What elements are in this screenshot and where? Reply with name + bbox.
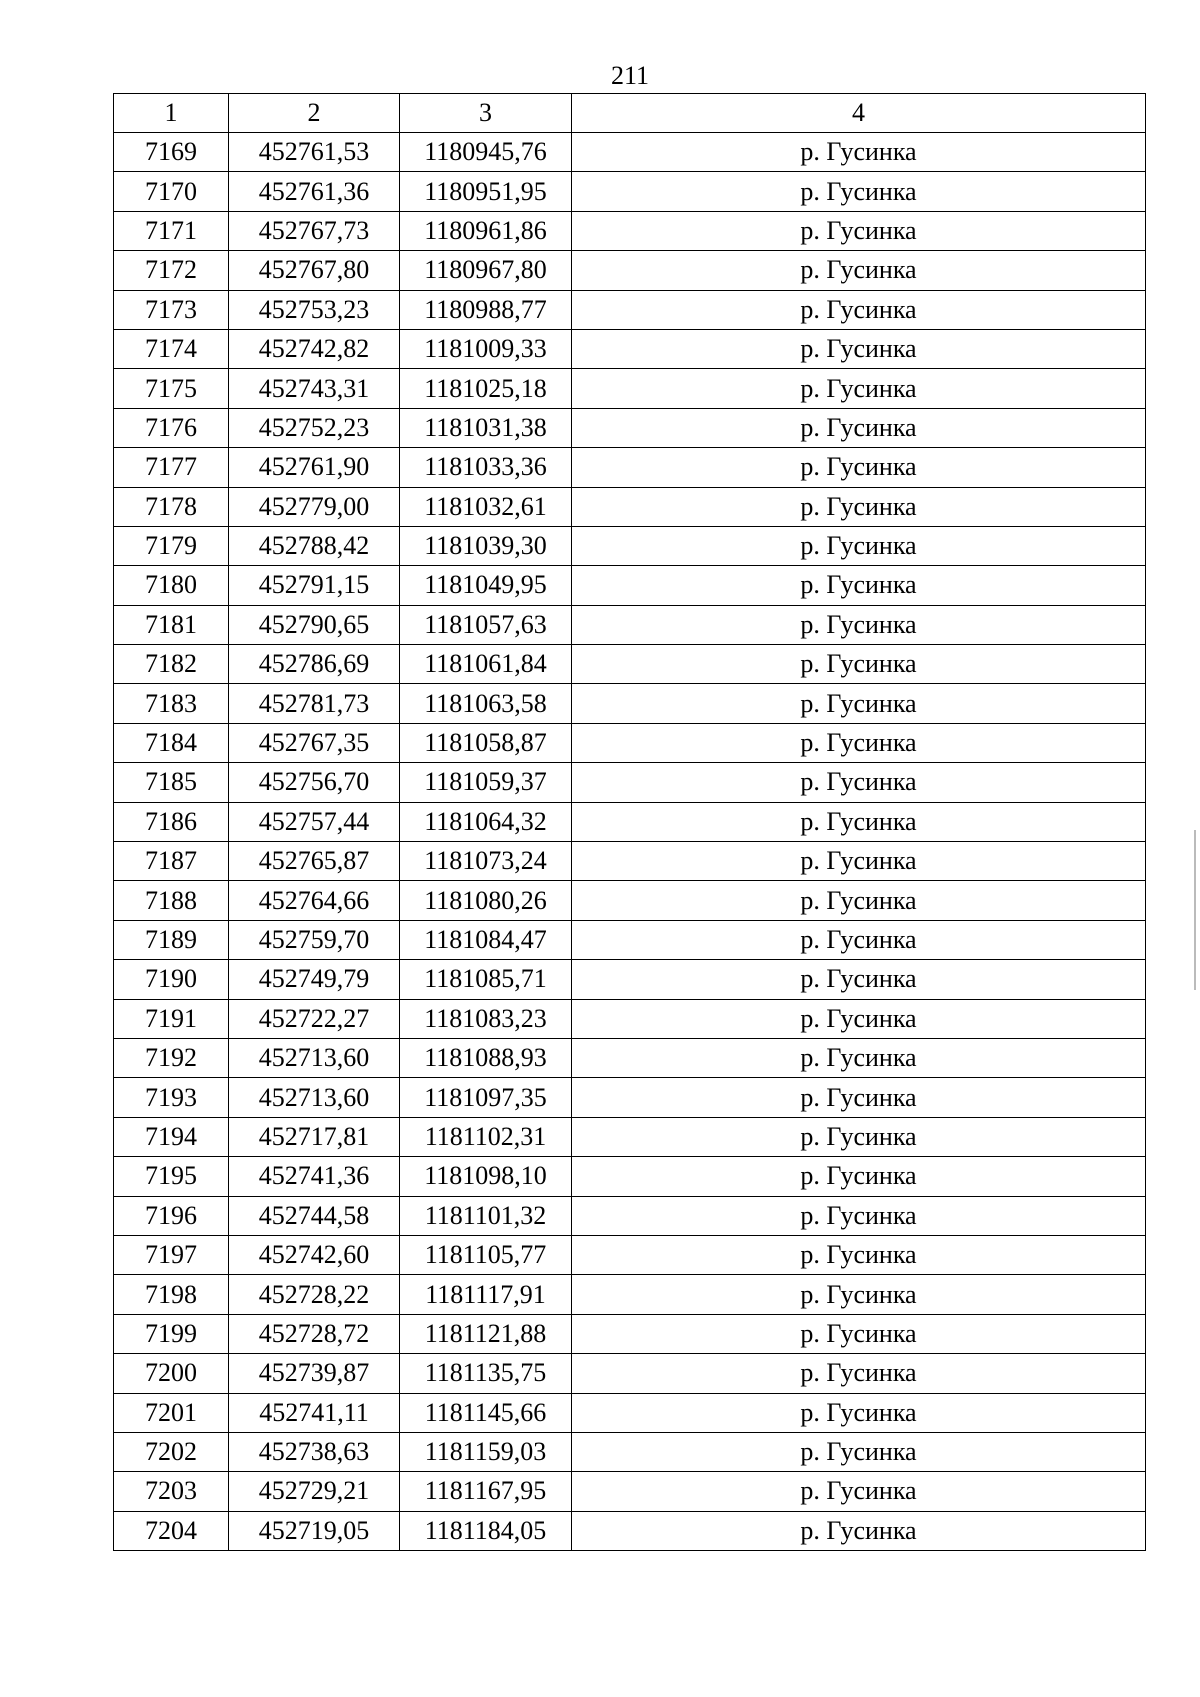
point-number-cell: 7182	[114, 645, 229, 684]
description-cell: р. Гусинка	[572, 920, 1146, 959]
point-number-cell: 7184	[114, 723, 229, 762]
point-number-cell: 7183	[114, 684, 229, 723]
point-number-cell: 7200	[114, 1354, 229, 1393]
x-coordinate-cell: 452744,58	[229, 1196, 400, 1235]
description-cell: р. Гусинка	[572, 1393, 1146, 1432]
point-number-cell: 7169	[114, 133, 229, 172]
x-coordinate-cell: 452729,21	[229, 1472, 400, 1511]
table-row	[114, 1117, 1146, 1156]
description-cell: р. Гусинка	[572, 960, 1146, 999]
x-coordinate-cell: 452719,05	[229, 1511, 400, 1550]
point-number-cell: 7173	[114, 290, 229, 329]
point-number-cell: 7189	[114, 920, 229, 959]
y-coordinate-cell: 1181025,18	[400, 369, 572, 408]
point-number-cell: 7177	[114, 448, 229, 487]
point-number-cell: 7171	[114, 211, 229, 250]
table-row	[114, 1078, 1146, 1117]
x-coordinate-cell: 452741,36	[229, 1157, 400, 1196]
y-coordinate-cell: 1180945,76	[400, 133, 572, 172]
y-coordinate-cell: 1181058,87	[400, 723, 572, 762]
description-cell: р. Гусинка	[572, 133, 1146, 172]
y-coordinate-cell: 1181098,10	[400, 1157, 572, 1196]
x-coordinate-cell: 452756,70	[229, 763, 400, 802]
x-coordinate-cell: 452742,82	[229, 329, 400, 368]
point-number-cell: 7199	[114, 1314, 229, 1353]
description-cell: р. Гусинка	[572, 1354, 1146, 1393]
point-number-cell: 7180	[114, 566, 229, 605]
table-row	[114, 329, 1146, 368]
point-number-cell: 7202	[114, 1432, 229, 1471]
description-cell: р. Гусинка	[572, 1472, 1146, 1511]
description-cell: р. Гусинка	[572, 1157, 1146, 1196]
table-row	[114, 1235, 1146, 1274]
description-cell: р. Гусинка	[572, 605, 1146, 644]
point-number-cell: 7192	[114, 1038, 229, 1077]
table-row	[114, 723, 1146, 762]
point-number-cell: 7195	[114, 1157, 229, 1196]
y-coordinate-cell: 1180967,80	[400, 251, 572, 290]
table-row	[114, 881, 1146, 920]
table-row	[114, 645, 1146, 684]
description-cell: р. Гусинка	[572, 408, 1146, 447]
table-row	[114, 172, 1146, 211]
description-cell: р. Гусинка	[572, 684, 1146, 723]
table-row	[114, 408, 1146, 447]
x-coordinate-cell: 452728,72	[229, 1314, 400, 1353]
description-cell: р. Гусинка	[572, 566, 1146, 605]
point-number-cell: 7204	[114, 1511, 229, 1550]
table-row	[114, 960, 1146, 999]
table-body	[114, 133, 1146, 1551]
point-number-cell: 7191	[114, 999, 229, 1038]
description-cell: р. Гусинка	[572, 211, 1146, 250]
y-coordinate-cell: 1181097,35	[400, 1078, 572, 1117]
x-coordinate-cell: 452767,35	[229, 723, 400, 762]
table-row	[114, 487, 1146, 526]
y-coordinate-cell: 1181088,93	[400, 1038, 572, 1077]
x-coordinate-cell: 452722,27	[229, 999, 400, 1038]
point-number-cell: 7203	[114, 1472, 229, 1511]
table-row	[114, 1038, 1146, 1077]
point-number-cell: 7194	[114, 1117, 229, 1156]
description-cell: р. Гусинка	[572, 1511, 1146, 1550]
table-row	[114, 1432, 1146, 1471]
x-coordinate-cell: 452738,63	[229, 1432, 400, 1471]
description-cell: р. Гусинка	[572, 1314, 1146, 1353]
table-row	[114, 1196, 1146, 1235]
x-coordinate-cell: 452713,60	[229, 1078, 400, 1117]
header-col-1: 1	[114, 94, 229, 133]
point-number-cell: 7198	[114, 1275, 229, 1314]
description-cell: р. Гусинка	[572, 723, 1146, 762]
y-coordinate-cell: 1181102,31	[400, 1117, 572, 1156]
header-col-3: 3	[400, 94, 572, 133]
x-coordinate-cell: 452761,90	[229, 448, 400, 487]
y-coordinate-cell: 1181167,95	[400, 1472, 572, 1511]
x-coordinate-cell: 452781,73	[229, 684, 400, 723]
table-row	[114, 211, 1146, 250]
table-row	[114, 566, 1146, 605]
y-coordinate-cell: 1181073,24	[400, 842, 572, 881]
description-cell: р. Гусинка	[572, 448, 1146, 487]
x-coordinate-cell: 452739,87	[229, 1354, 400, 1393]
table-row	[114, 1157, 1146, 1196]
y-coordinate-cell: 1181159,03	[400, 1432, 572, 1471]
point-number-cell: 7172	[114, 251, 229, 290]
x-coordinate-cell: 452761,36	[229, 172, 400, 211]
table-row	[114, 1511, 1146, 1550]
x-coordinate-cell: 452757,44	[229, 802, 400, 841]
y-coordinate-cell: 1181059,37	[400, 763, 572, 802]
y-coordinate-cell: 1181031,38	[400, 408, 572, 447]
x-coordinate-cell: 452717,81	[229, 1117, 400, 1156]
description-cell: р. Гусинка	[572, 251, 1146, 290]
table-row	[114, 999, 1146, 1038]
x-coordinate-cell: 452791,15	[229, 566, 400, 605]
table-row	[114, 290, 1146, 329]
y-coordinate-cell: 1181033,36	[400, 448, 572, 487]
x-coordinate-cell: 452779,00	[229, 487, 400, 526]
x-coordinate-cell: 452728,22	[229, 1275, 400, 1314]
x-coordinate-cell: 452753,23	[229, 290, 400, 329]
y-coordinate-cell: 1181085,71	[400, 960, 572, 999]
point-number-cell: 7174	[114, 329, 229, 368]
description-cell: р. Гусинка	[572, 329, 1146, 368]
y-coordinate-cell: 1180988,77	[400, 290, 572, 329]
x-coordinate-cell: 452759,70	[229, 920, 400, 959]
x-coordinate-cell: 452764,66	[229, 881, 400, 920]
point-number-cell: 7185	[114, 763, 229, 802]
table-row	[114, 526, 1146, 565]
table-row	[114, 1354, 1146, 1393]
x-coordinate-cell: 452790,65	[229, 605, 400, 644]
x-coordinate-cell: 452742,60	[229, 1235, 400, 1274]
point-number-cell: 7190	[114, 960, 229, 999]
description-cell: р. Гусинка	[572, 1196, 1146, 1235]
y-coordinate-cell: 1181061,84	[400, 645, 572, 684]
point-number-cell: 7187	[114, 842, 229, 881]
point-number-cell: 7196	[114, 1196, 229, 1235]
x-coordinate-cell: 452786,69	[229, 645, 400, 684]
x-coordinate-cell: 452741,11	[229, 1393, 400, 1432]
y-coordinate-cell: 1181101,32	[400, 1196, 572, 1235]
description-cell: р. Гусинка	[572, 1038, 1146, 1077]
y-coordinate-cell: 1181064,32	[400, 802, 572, 841]
table-row	[114, 369, 1146, 408]
point-number-cell: 7188	[114, 881, 229, 920]
description-cell: р. Гусинка	[572, 763, 1146, 802]
point-number-cell: 7181	[114, 605, 229, 644]
description-cell: р. Гусинка	[572, 842, 1146, 881]
table-row	[114, 605, 1146, 644]
y-coordinate-cell: 1181184,05	[400, 1511, 572, 1550]
x-coordinate-cell: 452767,80	[229, 251, 400, 290]
point-number-cell: 7176	[114, 408, 229, 447]
point-number-cell: 7170	[114, 172, 229, 211]
table-row	[114, 802, 1146, 841]
header-row	[114, 94, 1146, 133]
x-coordinate-cell: 452788,42	[229, 526, 400, 565]
y-coordinate-cell: 1181057,63	[400, 605, 572, 644]
point-number-cell: 7197	[114, 1235, 229, 1274]
y-coordinate-cell: 1181117,91	[400, 1275, 572, 1314]
x-coordinate-cell: 452749,79	[229, 960, 400, 999]
description-cell: р. Гусинка	[572, 1432, 1146, 1471]
table-row	[114, 684, 1146, 723]
description-cell: р. Гусинка	[572, 526, 1146, 565]
description-cell: р. Гусинка	[572, 999, 1146, 1038]
x-coordinate-cell: 452713,60	[229, 1038, 400, 1077]
y-coordinate-cell: 1181063,58	[400, 684, 572, 723]
table-row	[114, 251, 1146, 290]
description-cell: р. Гусинка	[572, 1117, 1146, 1156]
table-row	[114, 920, 1146, 959]
y-coordinate-cell: 1181080,26	[400, 881, 572, 920]
y-coordinate-cell: 1181083,23	[400, 999, 572, 1038]
table-row	[114, 1314, 1146, 1353]
y-coordinate-cell: 1181032,61	[400, 487, 572, 526]
description-cell: р. Гусинка	[572, 881, 1146, 920]
description-cell: р. Гусинка	[572, 1275, 1146, 1314]
description-cell: р. Гусинка	[572, 1078, 1146, 1117]
table-row	[114, 1393, 1146, 1432]
table-row	[114, 842, 1146, 881]
y-coordinate-cell: 1181039,30	[400, 526, 572, 565]
point-number-cell: 7201	[114, 1393, 229, 1432]
header-col-2: 2	[229, 94, 400, 133]
description-cell: р. Гусинка	[572, 290, 1146, 329]
point-number-cell: 7178	[114, 487, 229, 526]
table-row	[114, 763, 1146, 802]
table-header	[114, 94, 1146, 133]
description-cell: р. Гусинка	[572, 1235, 1146, 1274]
x-coordinate-cell: 452743,31	[229, 369, 400, 408]
coordinates-table	[113, 93, 1146, 1551]
y-coordinate-cell: 1181084,47	[400, 920, 572, 959]
description-cell: р. Гусинка	[572, 645, 1146, 684]
x-coordinate-cell: 452767,73	[229, 211, 400, 250]
point-number-cell: 7186	[114, 802, 229, 841]
description-cell: р. Гусинка	[572, 369, 1146, 408]
description-cell: р. Гусинка	[572, 172, 1146, 211]
y-coordinate-cell: 1181145,66	[400, 1393, 572, 1432]
table-row	[114, 1472, 1146, 1511]
description-cell: р. Гусинка	[572, 487, 1146, 526]
table-row	[114, 448, 1146, 487]
scan-edge-mark	[1194, 830, 1196, 990]
y-coordinate-cell: 1181009,33	[400, 329, 572, 368]
page-number: 211	[610, 61, 650, 90]
point-number-cell: 7175	[114, 369, 229, 408]
y-coordinate-cell: 1181105,77	[400, 1235, 572, 1274]
y-coordinate-cell: 1180951,95	[400, 172, 572, 211]
point-number-cell: 7193	[114, 1078, 229, 1117]
y-coordinate-cell: 1180961,86	[400, 211, 572, 250]
header-col-4: 4	[572, 94, 1146, 133]
x-coordinate-cell: 452765,87	[229, 842, 400, 881]
description-cell: р. Гусинка	[572, 802, 1146, 841]
y-coordinate-cell: 1181049,95	[400, 566, 572, 605]
x-coordinate-cell: 452761,53	[229, 133, 400, 172]
table-row	[114, 1275, 1146, 1314]
point-number-cell: 7179	[114, 526, 229, 565]
table-row	[114, 133, 1146, 172]
x-coordinate-cell: 452752,23	[229, 408, 400, 447]
y-coordinate-cell: 1181135,75	[400, 1354, 572, 1393]
y-coordinate-cell: 1181121,88	[400, 1314, 572, 1353]
